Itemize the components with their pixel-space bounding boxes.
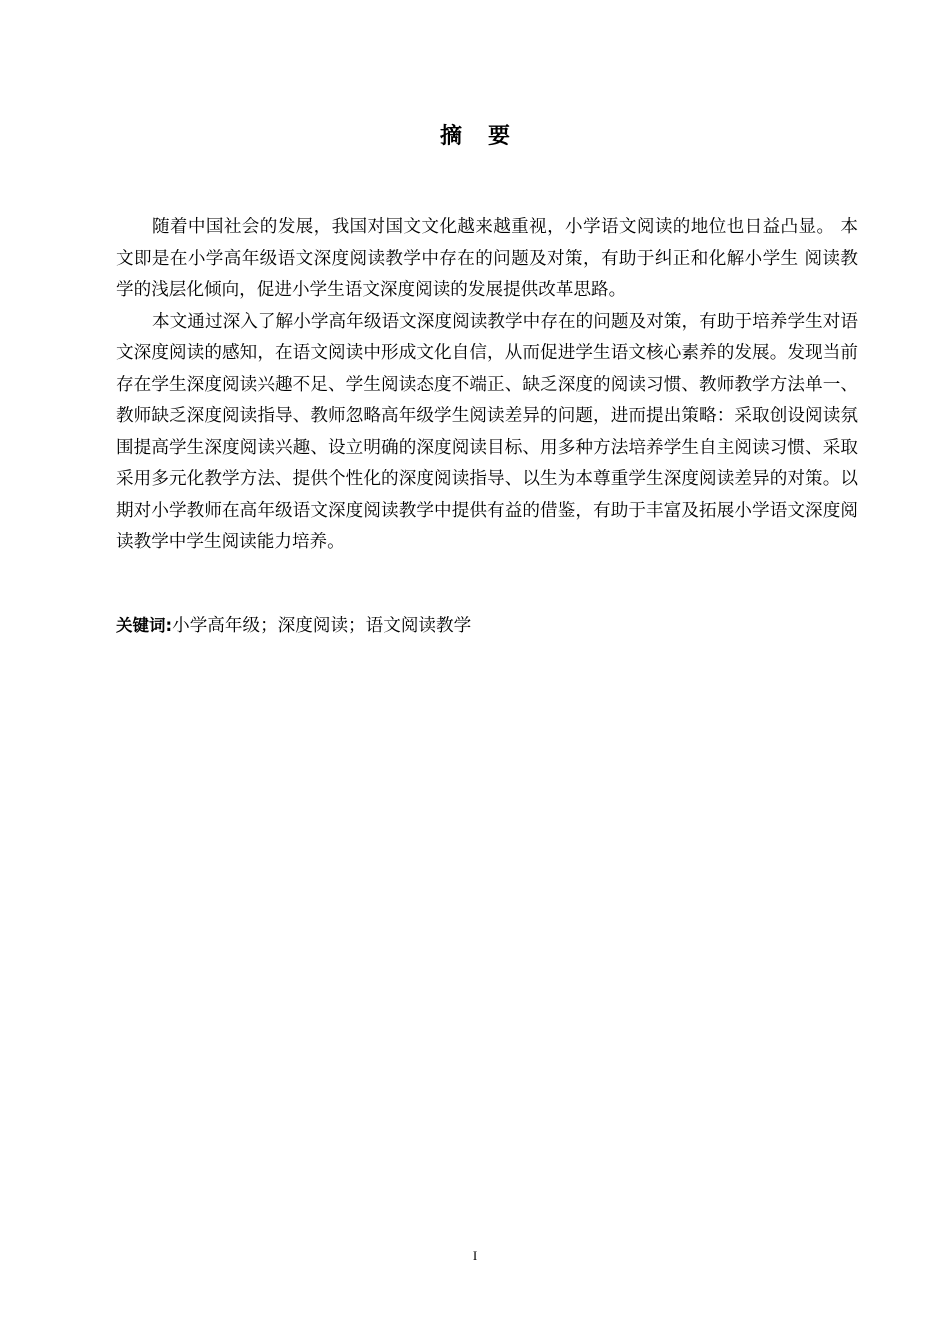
keywords-text: 小学高年级；深度阅读；语文阅读教学 [172, 616, 472, 636]
abstract-paragraph: 随着中国社会的发展，我国对国文文化越来越重视，小学语文阅读的地位也日益凸显。 本文即是在小学高年级语文深度阅读教学中存在的问题及对策，有助于纠正和化解小学生 阅读教学的浅层化倾向，促进小学生语文深度阅读的发展提供改革思路。 [116, 217, 858, 300]
keywords-line [116, 610, 858, 642]
page-number: I [472, 1248, 478, 1263]
abstract-paragraph: 本文通过深入了解小学高年级语文深度阅读教学中存在的问题及对策，有助于培养学生对语文深度阅读的感知，在语文阅读中形成文化自信，从而促进学生语文核心素养的发展。发现当前存在学生深度阅读兴趣不足、学生阅读态度不端正、缺乏深度的阅读习惯、教师教学方法单一、教师缺乏深度阅读指导、教师忽略高年级学生阅读差异的问题，进而提出策略：采取创设阅读氛围提高学生深度阅读兴趣、设立明确的深度阅读目标、用多种方法培养学生自主阅读习惯、采取采用多元化教学方法、提供个性化的深度阅读指导、以生为本尊重学生深度阅读差异的对策。以期对小学教师在高年级语文深度阅读教学中提供有益的借鉴，有助于丰富及拓展小学语文深度阅读教学中学生阅读能力培养。 [116, 311, 858, 552]
abstract-title: 摘要 [439, 124, 536, 149]
abstract-body [116, 212, 858, 559]
keywords-label: 关键词: [116, 616, 173, 635]
